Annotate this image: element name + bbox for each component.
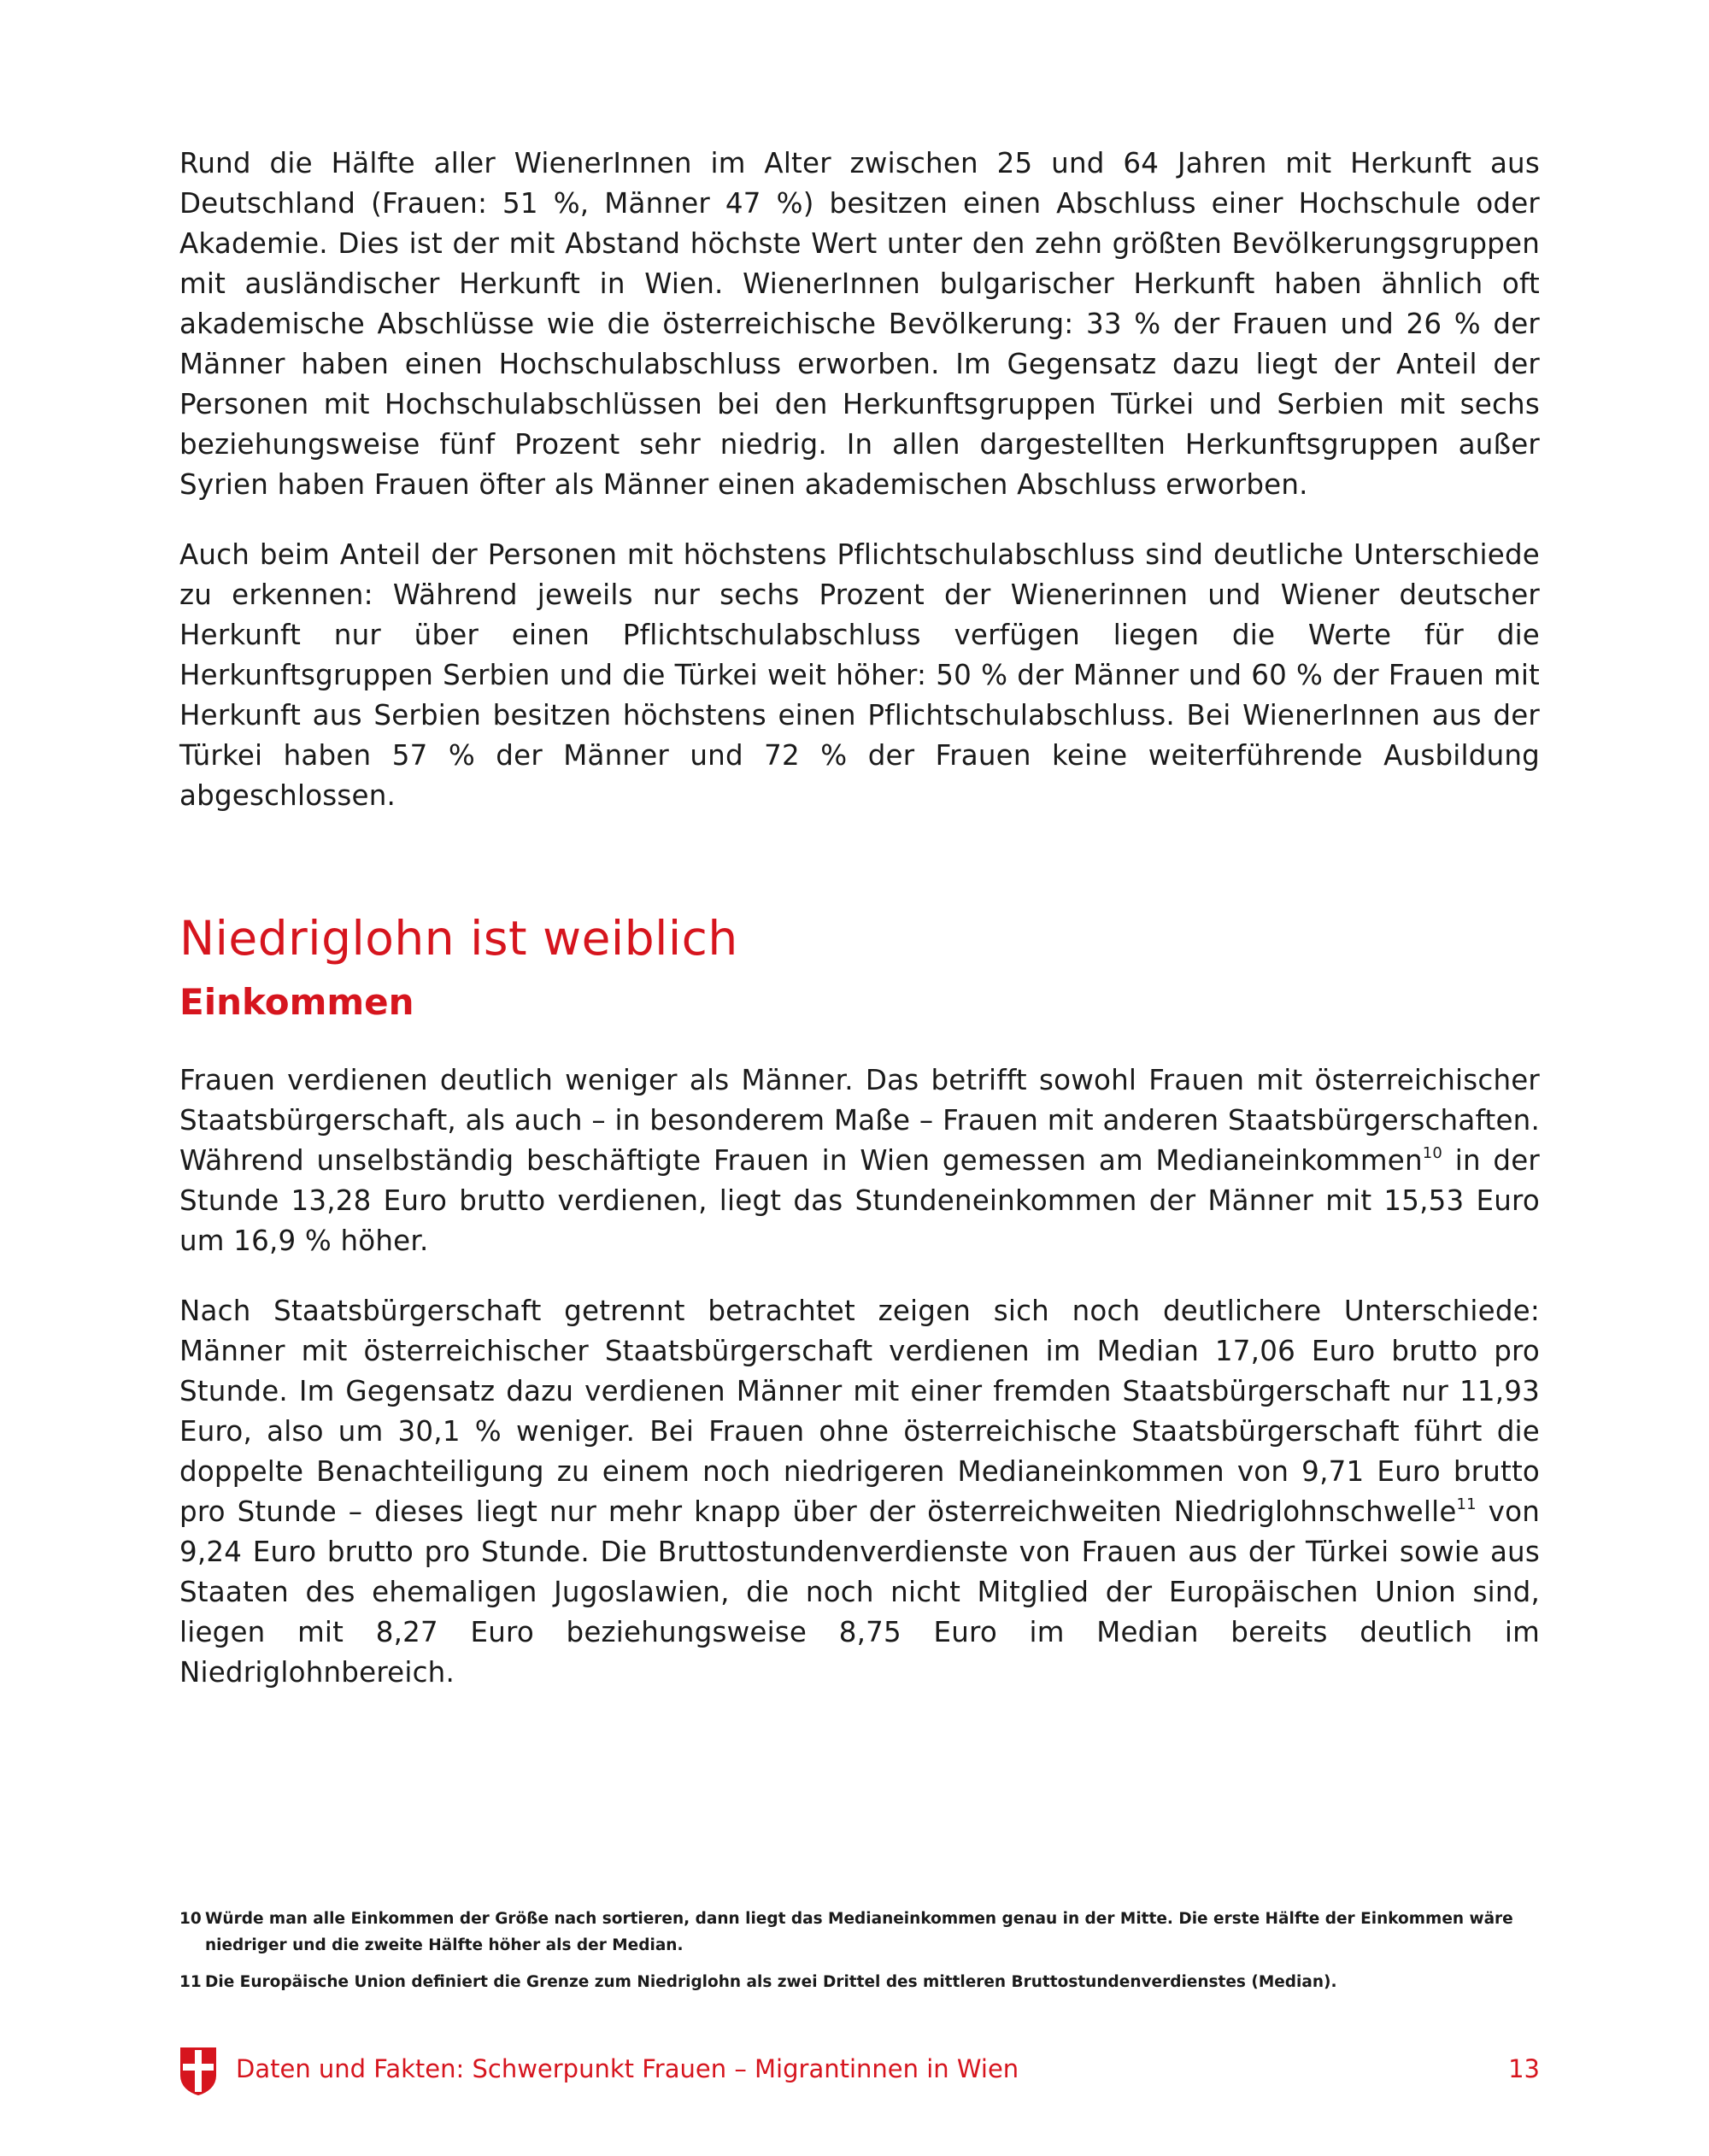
paragraph-education-1: Rund die Hälfte aller WienerInnen im Alter zwischen 25 und 64 Jahren mit Herkunft aus Deutschland (Frauen: 51 %, Männer 47 %) besitzen einen Abschluss einer Hochschule oder Akademie. Dies ist der mit Abstand höchste Wert unter den zehn größten Bevölkerungsgruppen mit ausländischer Herkunft in Wien. WienerInnen bulgarischer Herkunft haben ähnlich oft akademische Abschlüsse wie die österreichische Bevölkerung: 33 % der Frauen und 26 % der Männer haben einen Hochschulabschluss erworben. Im Gegensatz dazu liegt der Anteil der Personen mit Hochschulabschlüssen bei den Herkunftsgruppen Türkei und Serbien mit sechs beziehungsweise fünf Prozent sehr niedrig. In allen dargestellten Herkunftsgruppen außer Syrien haben Frauen öfter als Männer einen akademischen Abschluss erworben. [179,147,1540,501]
paragraph-income-2 [179,1291,1540,1693]
paragraph-income-1 [179,1060,1540,1261]
footnote-10 [179,1906,1540,1959]
vienna-coat-of-arms-icon [179,2047,217,2096]
footnote-number: 11 [179,1973,202,1991]
footnote-11 [179,1969,1540,1995]
paragraph-income-1-part2: in der Stunde 13,28 Euro brutto verdienen, liegt das Stundeneinkommen der Männer mit 15,53 Euro um 16,9 % höher. [179,1144,1540,1257]
paragraph-income-2-part2: von 9,24 Euro brutto pro Stunde. Die Bruttostundenverdienste von Frauen aus der Türkei sowie aus Staaten des ehemaligen Jugoslawien, die noch nicht Mitglied der Europäischen Union sind, liegen mit 8,27 Euro beziehungsweise 8,75 Euro im Median bereits deutlich im Niedriglohnbereich. [179,1495,1540,1689]
footnote-text: Die Europäische Union definiert die Grenze zum Niedriglohn als zwei Drittel des mittleren Bruttostundenverdienstes (Median). [205,1973,1337,1991]
footnote-text: Würde man alle Einkommen der Größe nach sortieren, dann liegt das Medianeinkommen genau in der Mitte. Die erste Hälfte der Einkommen wäre niedriger und die zweite Hälfte höher als der Median. [205,1910,1513,1954]
footnote-number: 10 [179,1910,202,1928]
page-number: 13 [1508,2054,1540,2083]
footnote-ref-10[interactable]: 10 [1422,1144,1443,1163]
footnote-ref-11[interactable]: 11 [1456,1495,1477,1514]
footer-title: Daten und Fakten: Schwerpunkt Frauen – Migrantinnen in Wien [236,2054,1019,2083]
section-subheading: Einkommen [179,981,414,1023]
paragraph-income-1-part1: Frauen verdienen deutlich weniger als Männer. Das betrifft sowohl Frauen mit österreichischer Staatsbürgerschaft, als auch – in besonderem Maße – Frauen mit anderen Staatsbürgerschaften. Während unselbständig beschäftigte Frauen in Wien gemessen am Medianeinkommen [179,1064,1540,1177]
paragraph-income-2-part1: Nach Staatsbürgerschaft getrennt betrachtet zeigen sich noch deutlichere Unterschiede: Männer mit österreichischer Staatsbürgerschaft verdienen im Median 17,06 Euro brutto pro Stunde. Im Gegensatz dazu verdienen Männer mit einer fremden Staatsbürgerschaft nur 11,93 Euro, also um 30,1 % weniger. Bei Frauen ohne österreichische Staatsbürgerschaft führt die doppelte Benachteiligung zu einem noch niedrigeren Medianeinkommen von 9,71 Euro brutto pro Stunde – dieses liegt nur mehr knapp über der österreichweiten Niedriglohnschwelle [179,1295,1540,1528]
page-footer [179,2047,1540,2098]
section-heading: Niedriglohn ist weiblich [179,911,738,966]
footnotes [179,1906,1540,1995]
page-content [179,144,1540,1693]
paragraph-education-2: Auch beim Anteil der Personen mit höchstens Pflichtschulabschluss sind deutliche Unterschiede zu erkennen: Während jeweils nur sechs Prozent der Wienerinnen und Wiener deutscher Herkunft nur über einen Pflichtschulabschluss verfügen liegen die Werte für die Herkunftsgruppen Serbien und die Türkei weit höher: 50 % der Männer und 60 % der Frauen mit Herkunft aus Serbien besitzen höchstens einen Pflichtschulabschluss. Bei WienerInnen aus der Türkei haben 57 % der Männer und 72 % der Frauen keine weiterführende Ausbildung abgeschlossen. [179,538,1540,812]
